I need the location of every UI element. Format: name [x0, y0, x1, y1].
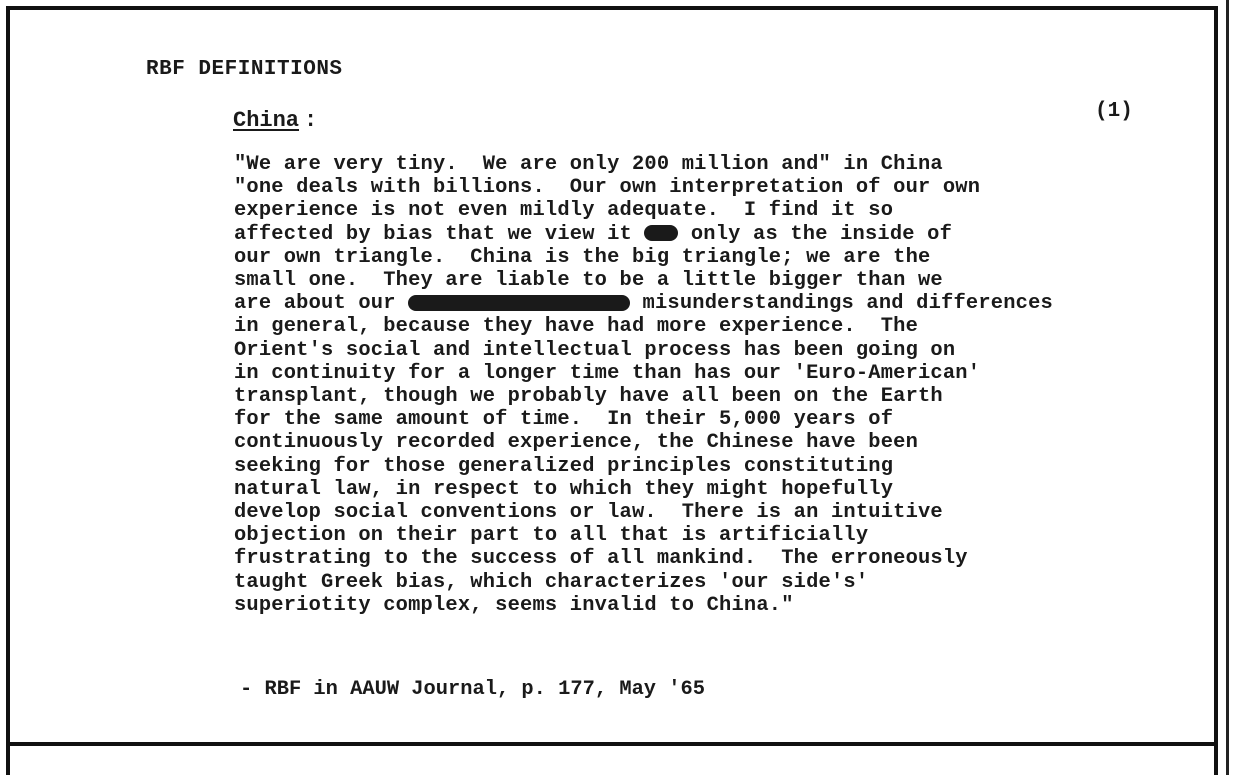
quote-line: [234, 223, 1053, 246]
quote-line: "We are very tiny. We are only 200 million and" in China: [234, 153, 943, 176]
section-label-text: China: [233, 108, 300, 133]
quote-line: for the same amount of time. In their 5,000 years of: [234, 408, 894, 432]
quote-line: small one. They are liable to be a little bigger than we: [234, 269, 943, 293]
quote-line: in general, because they have had more experience. The: [234, 315, 919, 339]
quote-line: objection on their part to all that is artificially: [234, 524, 869, 548]
quote-line: develop social conventions or law. There is an intuitive: [234, 501, 943, 525]
quote-line: [234, 292, 1053, 315]
quote-line: superiotity complex, seems invalid to China.": [234, 593, 794, 617]
section-label-colon: :: [304, 108, 318, 133]
quote-line: our own triangle. China is the big triangle; we are the: [234, 245, 931, 269]
quote-line: seeking for those generalized principles constituting: [234, 454, 894, 478]
quote-line-before: affected by bias that we view it: [234, 222, 645, 246]
quote-line: "one deals with billions. Our own interpretation of our own: [234, 176, 981, 200]
quote-line-before: are about our: [234, 292, 409, 316]
quote-line: continuously recorded experience, the Chinese have been: [234, 431, 919, 455]
quote-line-after: only as the inside of: [678, 222, 953, 246]
redaction-mark: [644, 225, 678, 241]
page-number: (1): [1095, 100, 1133, 123]
quote-line-after: misunderstandings and differences: [630, 292, 1053, 316]
quote-line: Orient's social and intellectual process has been going on: [234, 338, 956, 362]
quote-line: natural law, in respect to which they might hopefully: [234, 477, 894, 501]
redaction-mark: [408, 295, 630, 311]
scan-edge-shadow: [1226, 0, 1229, 775]
quote-body: [234, 153, 1053, 617]
document-header: RBF DEFINITIONS: [146, 58, 343, 81]
section-label: [233, 108, 299, 133]
next-page-edge: [6, 746, 1218, 775]
citation: - RBF in AAUW Journal, p. 177, May '65: [240, 678, 705, 701]
quote-line: taught Greek bias, which characterizes 'our side's': [234, 570, 869, 594]
quote-line: transplant, though we probably have all been on the Earth: [234, 385, 943, 409]
quote-line: frustrating to the success of all mankind. The erroneously: [234, 547, 968, 571]
quote-line: experience is not even mildly adequate. I find it so: [234, 199, 894, 223]
quote-line: in continuity for a longer time than has our 'Euro-American': [234, 361, 981, 385]
